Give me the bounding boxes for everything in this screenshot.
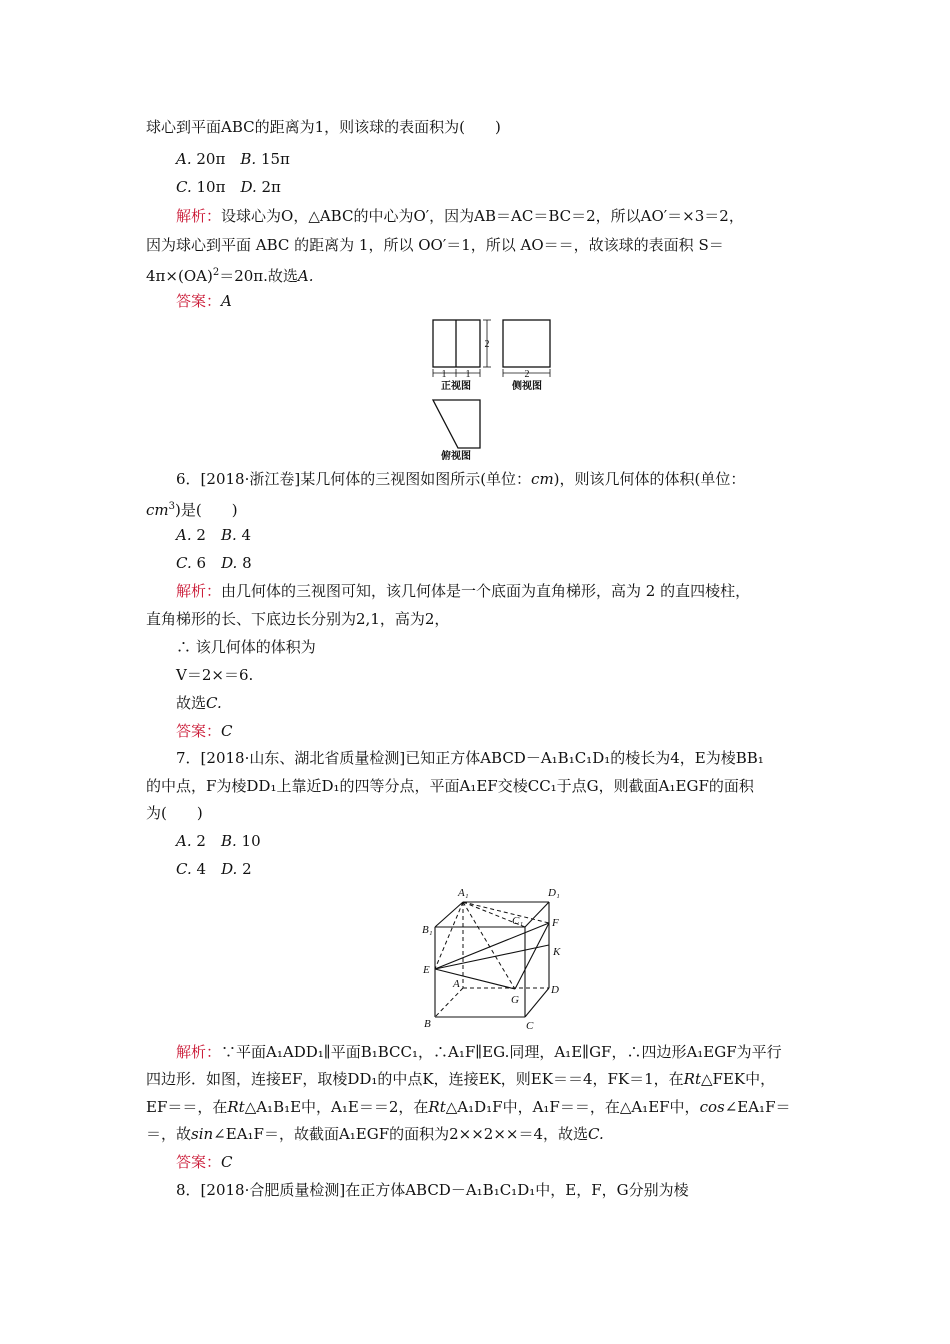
- q5-analysis-3: 4π×(OA)$^2$＝20π.故选A.: [146, 267, 314, 285]
- q5-options-ab: A. 20π B. 15π: [176, 150, 290, 168]
- vertex-label: C: [526, 1020, 534, 1032]
- dim-label: 2: [484, 339, 490, 350]
- q6-analysis-3: ∴ 该几何体的体积为: [176, 638, 316, 656]
- q7-analysis-1: 解析：∵平面A₁ADD₁∥平面B₁BCC₁，∴A₁F∥EG.同理，A₁E∥GF，∴四边形A₁EGF为平行: [176, 1043, 782, 1061]
- q5-analysis-1: 解析：设球心为O，△ABC的中心为O′，因为AB＝AC＝BC＝2，所以AO′＝×3＝2，: [176, 207, 744, 225]
- dim-label: 1: [441, 369, 447, 380]
- vertex-label: F: [552, 917, 559, 929]
- dim-label: 1: [465, 369, 471, 380]
- vertex-label: C₁: [512, 915, 524, 927]
- q5-stem: 球心到平面ABC的距离为1，则该球的表面积为( ): [146, 118, 501, 136]
- vertex-label: A: [453, 978, 460, 990]
- q7-analysis-4: ＝，故sin∠EA₁F＝，故截面A₁EGF的面积为2××2××＝4，故选C.: [146, 1125, 604, 1143]
- q6-answer: 答案：C: [176, 722, 233, 740]
- q7-analysis-2: 四边形．如图，连接EF，取棱DD₁的中点K，连接EK，则EK＝＝4，FK＝1，在Rt△FEK中，: [146, 1070, 776, 1088]
- side-view-label: 侧视图: [512, 381, 542, 392]
- vertex-label: B₁: [422, 924, 433, 936]
- top-view: [433, 400, 480, 448]
- q7-stem-1: 7．[2018·山东、湖北省质量检测]已知正方体ABCD－A₁B₁C₁D₁的棱长为4，E为棱BB₁: [176, 749, 764, 767]
- q6-options-cd: C. 6 D. 8: [176, 554, 252, 572]
- q5-answer: 答案：A: [176, 292, 232, 310]
- q6-analysis-1: 解析：由几何体的三视图可知，该几何体是一个底面为直角梯形，高为 2 的直四棱柱，: [176, 582, 751, 600]
- q6-stem-2: $cm^3$)是( ): [146, 501, 238, 519]
- vertex-label: E: [423, 964, 430, 976]
- q7-options-cd: C. 4 D. 2: [176, 860, 252, 878]
- cube-figure: [420, 883, 570, 1033]
- q8-stem-1: 8．[2018·合肥质量检测]在正方体ABCD－A₁B₁C₁D₁中，E，F，G分别为棱: [176, 1181, 689, 1199]
- q6-options-ab: A. 2 B. 4: [176, 526, 252, 544]
- q7-options-ab: A. 2 B. 10: [176, 832, 261, 850]
- vertex-label: A₁: [458, 887, 469, 899]
- vertex-label: D: [551, 984, 559, 996]
- q5-analysis-2: 因为球心到平面 ABC 的距离为 1，所以 OO′＝1，所以 AO＝＝，故该球的表面积 S＝: [146, 236, 724, 254]
- q5-options-cd: C. 10π D. 2π: [176, 178, 281, 196]
- q6-analysis-2: 直角梯形的长、下底边长分别为2,1，高为2，: [146, 610, 450, 628]
- q6-analysis-5: 故选C.: [176, 694, 222, 712]
- q7-answer: 答案：C: [176, 1153, 233, 1171]
- side-view: [503, 320, 550, 367]
- q6-stem-1: 6．[2018·浙江卷]某几何体的三视图如图所示(单位：cm)，则该几何体的体积(单位：: [176, 470, 746, 488]
- q7-stem-3: 为( ): [146, 804, 203, 822]
- q6-analysis-4: V＝2×＝6.: [176, 666, 254, 684]
- vertex-label: B: [424, 1018, 431, 1030]
- q7-analysis-3: EF＝＝，在Rt△A₁B₁E中，A₁E＝＝2，在Rt△A₁D₁F中，A₁F＝＝，在△A₁EF中，cos∠EA₁F＝: [146, 1098, 791, 1116]
- front-view-label: 正视图: [441, 381, 471, 392]
- vertex-label: G: [511, 994, 519, 1006]
- dim-label: 2: [524, 369, 530, 380]
- vertex-label: D₁: [548, 887, 560, 899]
- vertex-label: K: [553, 946, 561, 958]
- top-view-label: 俯视图: [441, 451, 471, 462]
- three-views-figure: [425, 315, 560, 462]
- q7-stem-2: 的中点，F为棱DD₁上靠近D₁的四等分点，平面A₁EF交棱CC₁于点G，则截面A₁EGF的面积: [146, 777, 754, 795]
